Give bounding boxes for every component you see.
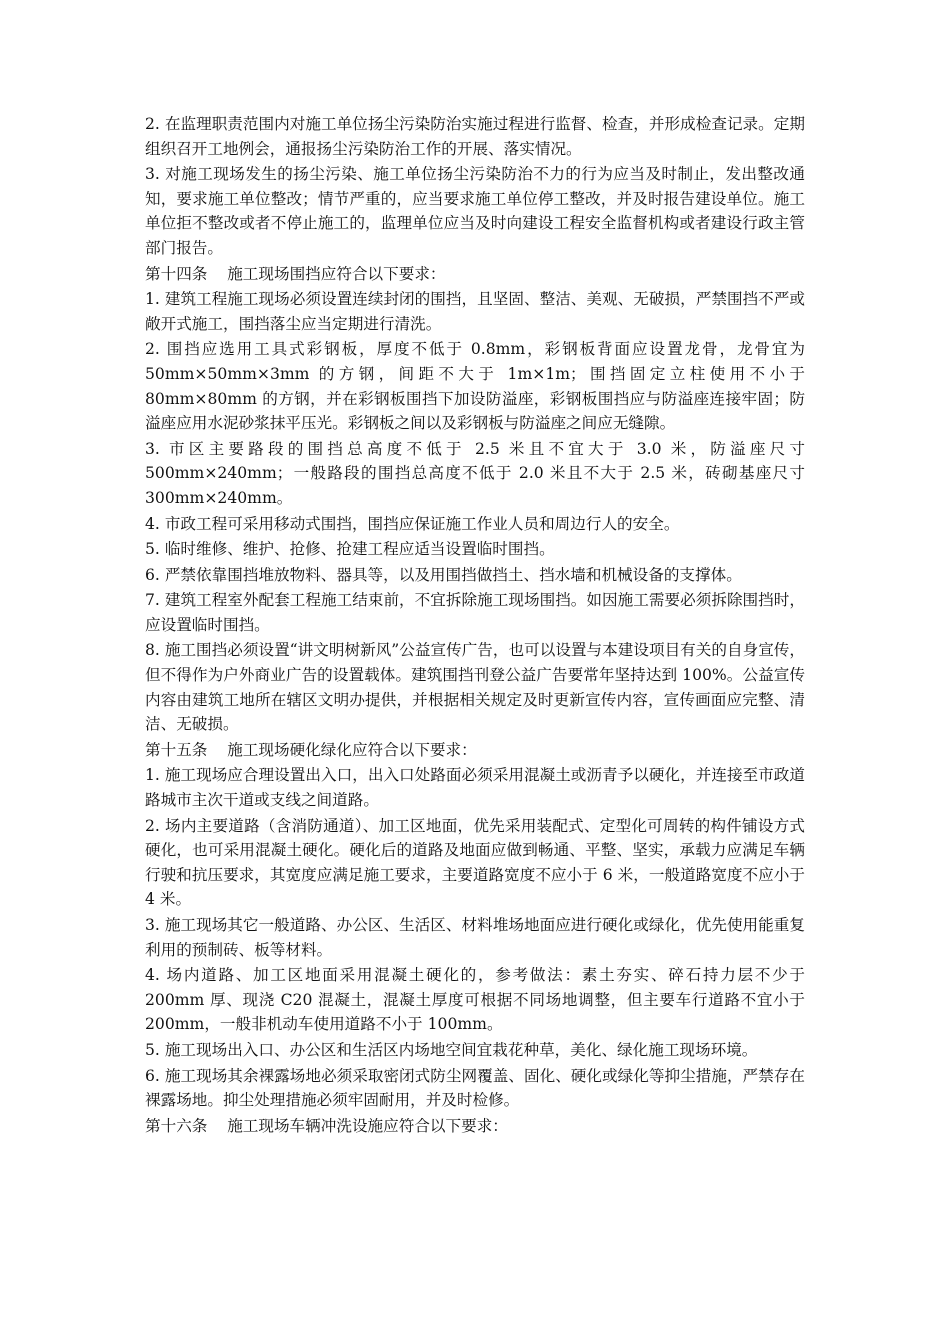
- article-15-item-1: 1. 施工现场应合理设置出入口，出入口处路面必须采用混凝土或沥青予以硬化，并连接至市政道路城市主次干道或支线之间道路。: [145, 766, 805, 810]
- article-14-item-4: 4. 市政工程可采用移动式围挡，围挡应保证施工作业人员和周边行人的安全。: [145, 514, 680, 533]
- article-16-heading: 第十六条 施工现场车辆冲洗设施应符合以下要求：: [145, 1116, 508, 1135]
- article-15-item-6: 6. 施工现场其余裸露场地必须采取密闭式防尘网覆盖、固化、硬化或绿化等抑尘措施，严禁存在裸露场地。抑尘处理措施必须牢固耐用，并及时检修。: [145, 1066, 805, 1110]
- article-15-item-5: 5. 施工现场出入口、办公区和生活区内场地空间宜栽花种草，美化、绿化施工现场环境。: [145, 1040, 758, 1059]
- article-14-item-1: 1. 建筑工程施工现场必须设置连续封闭的围挡，且坚固、整洁、美观、无破损，严禁围挡不严或敞开式施工，围挡落尘应当定期进行清洗。: [145, 290, 805, 333]
- article-15-item-4: 4. 场内道路、加工区地面采用混凝土硬化的，参考做法：素土夯实、碎石持力层不少于 200mm 厚、现浇 C20 混凝土，混凝土厚度可根据不同场地调整，但主要车行道路不宜小于 200mm，一般非机动车使用道路不小于 100mm。: [145, 966, 805, 1034]
- article-15-heading: 第十五条 施工现场硬化绿化应符合以下要求：: [145, 740, 477, 759]
- article-14-item-8: 8. 施工围挡必须设置“讲文明树新风”公益宣传广告，也可以设置与本建设项目有关的自身宣传，但不得作为户外商业广告的设置载体。建筑围挡刊登公益广告要常年坚持达到 100%。公益宣传内容由建筑工地所在辖区文明办提供，并根据相关规定及时更新宣传内容，宣传画面应完整、清洁、无破损。: [145, 641, 805, 734]
- article-14-item-6: 6. 严禁依靠围挡堆放物料、器具等，以及用围挡做挡土、挡水墙和机械设备的支撑体。: [145, 565, 742, 584]
- article-14-item-3: 3. 市区主要路段的围挡总高度不低于 2.5 米且不宜大于 3.0 米，防溢座尺寸 500mm×240mm；一般路段的围挡总高度不低于 2.0 米且不大于 2.5 米，砖砌基座尺寸 300mm×240mm。: [145, 439, 805, 507]
- article-15-item-2: 2. 场内主要道路（含消防通道）、加工区地面，优先采用装配式、定型化可周转的构件铺设方式硬化，也可采用混凝土硬化。硬化后的道路及地面应做到畅通、平整、坚实，承载力应满足车辆行驶和抗压要求，其宽度应满足施工要求，主要道路宽度不应小于 6 米，一般道路宽度不应小于 4 米。: [145, 816, 805, 909]
- article-14-item-2: 2. 围挡应选用工具式彩钢板，厚度不低于 0.8mm，彩钢板背面应设置龙骨，龙骨宜为 50mm×50mm×3mm 的方钢，间距不大于 1m×1m；围挡固定立柱使用不小于 80mm×80mm 的方钢，并在彩钢板围挡下加设防溢座，彩钢板围挡应与防溢座连接牢固；防溢座应用水泥砂浆抹平压光。彩钢板之间以及彩钢板与防溢座之间应无缝隙。: [145, 340, 805, 433]
- article-14-item-5: 5. 临时维修、维护、抢修、抢建工程应适当设置临时围挡。: [145, 540, 555, 559]
- document-body: [145, 112, 805, 1139]
- article-14-heading: 第十四条 施工现场围挡应符合以下要求：: [145, 264, 446, 283]
- article-14-item-7: 7. 建筑工程室外配套工程施工结束前，不宜拆除施工现场围挡。如因施工需要必须拆除围挡时，应设置临时围挡。: [145, 591, 805, 634]
- paragraph-supervision-3: 3. 对施工现场发生的扬尘污染、施工单位扬尘污染防治不力的行为应当及时制止，发出整改通知，要求施工单位整改；情节严重的，应当要求施工单位停工整改，并及时报告建设单位。施工单位拒不整改或者不停止施工的，监理单位应当及时向建设工程安全监督机构或者建设行政主管部门报告。: [145, 165, 805, 257]
- paragraph-supervision-2: 2. 在监理职责范围内对施工单位扬尘污染防治实施过程进行监督、检查，并形成检查记录。定期组织召开工地例会，通报扬尘污染防治工作的开展、落实情况。: [145, 115, 805, 158]
- article-15-item-3: 3. 施工现场其它一般道路、办公区、生活区、材料堆场地面应进行硬化或绿化，优先使用能重复利用的预制砖、板等材料。: [145, 916, 805, 959]
